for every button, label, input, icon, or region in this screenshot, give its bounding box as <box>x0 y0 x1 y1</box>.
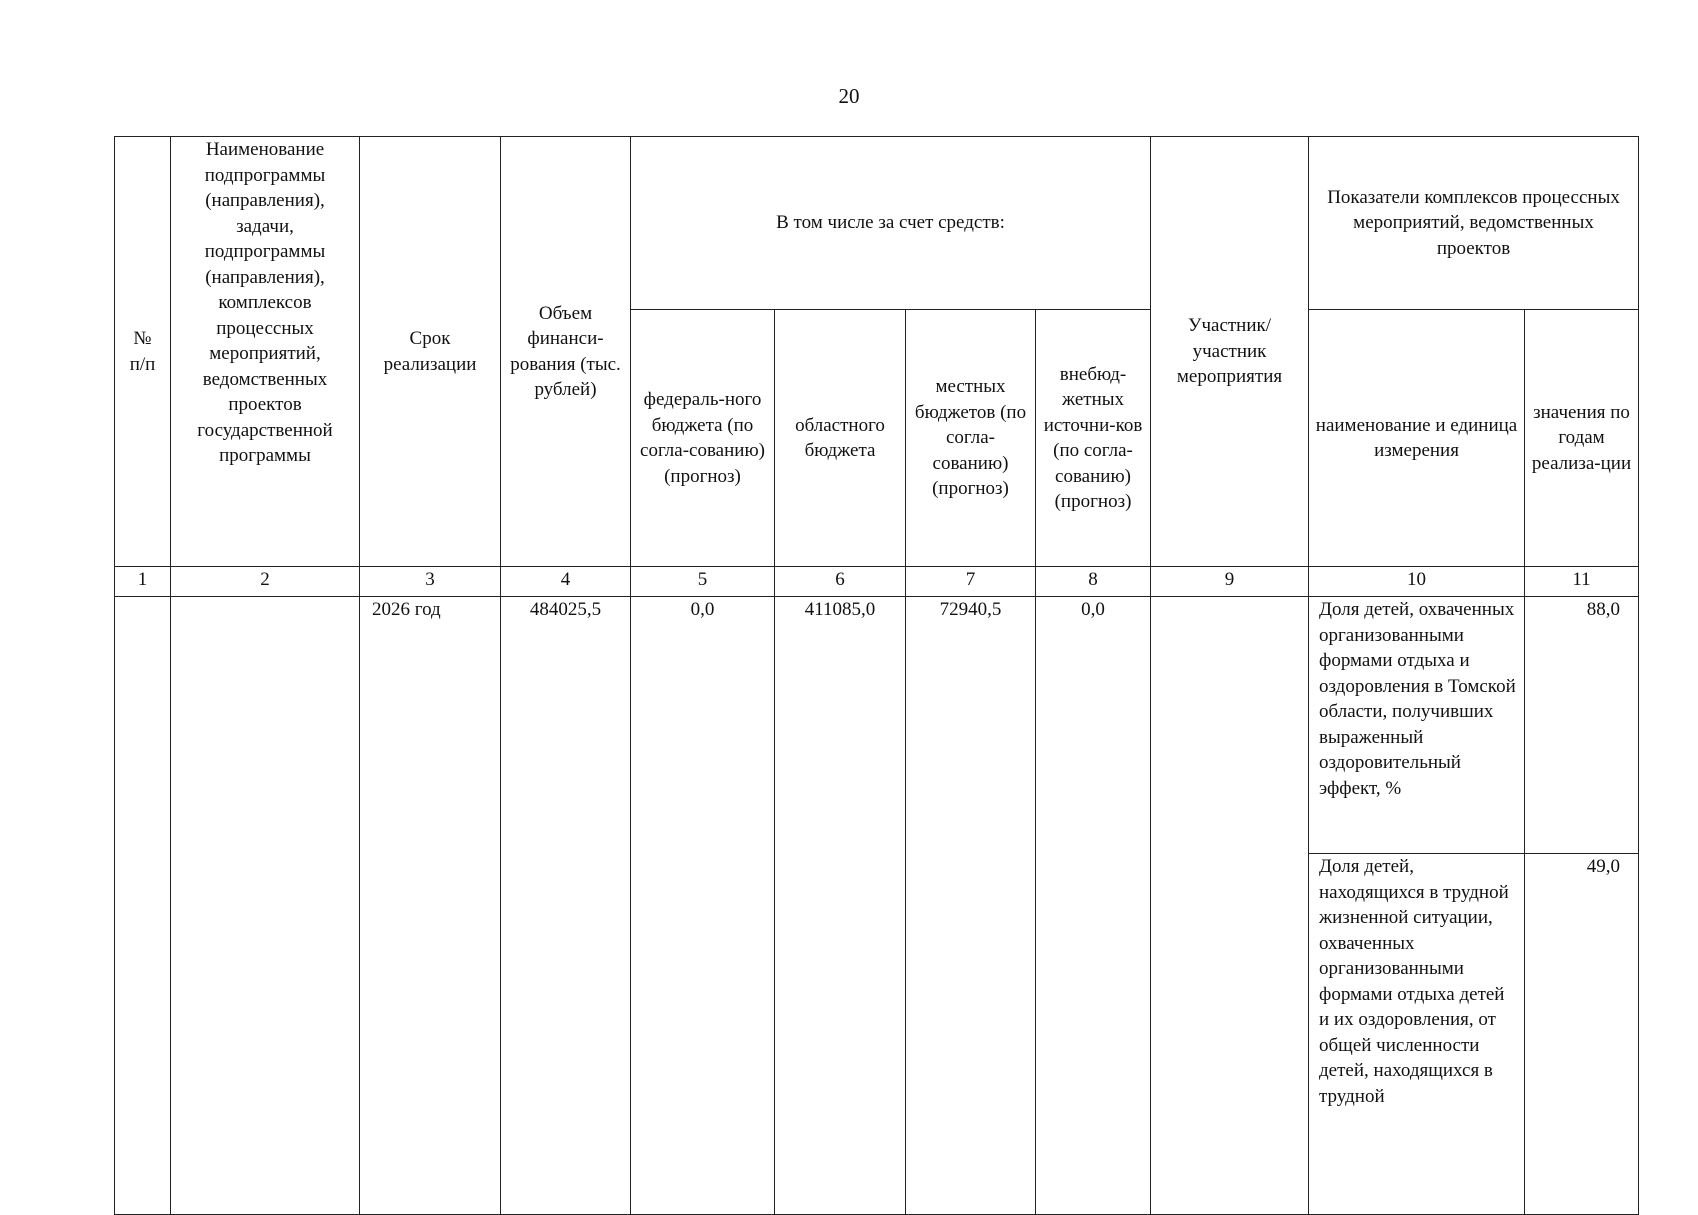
column-number: 2 <box>171 567 360 597</box>
header-col-indicator-value: значения по годам реализа-ции <box>1525 310 1639 567</box>
page-number: 20 <box>838 84 860 108</box>
header-col-period: Срок реализации <box>360 137 501 567</box>
column-number: 10 <box>1309 567 1525 597</box>
row-local: 72940,5 <box>906 597 1036 1215</box>
row-number <box>115 597 171 1215</box>
indicator-name: Доля детей, находящихся в трудной жизненной ситуации, охваченных организованными формами отдыха детей и их оздоровления, от общей численности детей, находящихся в трудной <box>1309 854 1525 1215</box>
column-number: 8 <box>1036 567 1151 597</box>
header-group-funds: В том числе за счет средств: <box>631 137 1151 310</box>
header-col-participant: Участник/ участник мероприятия <box>1151 137 1309 567</box>
row-extra: 0,0 <box>1036 597 1151 1215</box>
header-group-indicators <box>1309 137 1639 310</box>
header-col-federal: федераль-ного бюджета (по согла-сованию) (прогноз) <box>631 310 775 567</box>
indicator-name: Доля детей, охваченных организованными формами отдыха и оздоровления в Томской области, получивших выраженный оздоровительный эффект, % <box>1309 597 1525 854</box>
row-name <box>171 597 360 1215</box>
column-numbers-row <box>115 567 1639 597</box>
header-col-regional: областного бюджета <box>775 310 906 567</box>
row-participant <box>1151 597 1309 1215</box>
header-col-local: местных бюджетов (по согла-сованию) (прогноз) <box>906 310 1036 567</box>
row-total: 484025,5 <box>501 597 631 1215</box>
indicator-value: 88,0 <box>1525 597 1639 854</box>
header-col-name: Наименование подпрограммы (направления), задачи, подпрограммы (направления), комплексов процессных мероприятий, ведомственных проектов государственной программы <box>171 137 360 567</box>
column-number: 4 <box>501 567 631 597</box>
row-period: 2026 год <box>360 597 501 1215</box>
header-group-indicators-text: Показатели комплексов процессных мероприятий, ведомственных проектов <box>1327 186 1620 259</box>
header-col-extra: внебюд-жетных источни-ков (по согла-сованию) (прогноз) <box>1036 310 1151 567</box>
data-row-indicator-1 <box>115 597 1639 854</box>
column-number: 1 <box>115 567 171 597</box>
column-number: 3 <box>360 567 501 597</box>
column-number: 6 <box>775 567 906 597</box>
header-col-indicator-name: наименование и единица измерения <box>1309 310 1525 567</box>
header-col-number: № п/п <box>115 137 171 567</box>
indicator-value: 49,0 <box>1525 854 1639 1215</box>
column-number: 11 <box>1525 567 1639 597</box>
column-number: 7 <box>906 567 1036 597</box>
column-number: 9 <box>1151 567 1309 597</box>
header-row-1 <box>115 137 1639 310</box>
budget-table <box>114 136 1639 1215</box>
row-regional: 411085,0 <box>775 597 906 1215</box>
row-federal: 0,0 <box>631 597 775 1215</box>
header-col-total: Объем финанси-рования (тыс. рублей) <box>501 137 631 567</box>
column-number: 5 <box>631 567 775 597</box>
